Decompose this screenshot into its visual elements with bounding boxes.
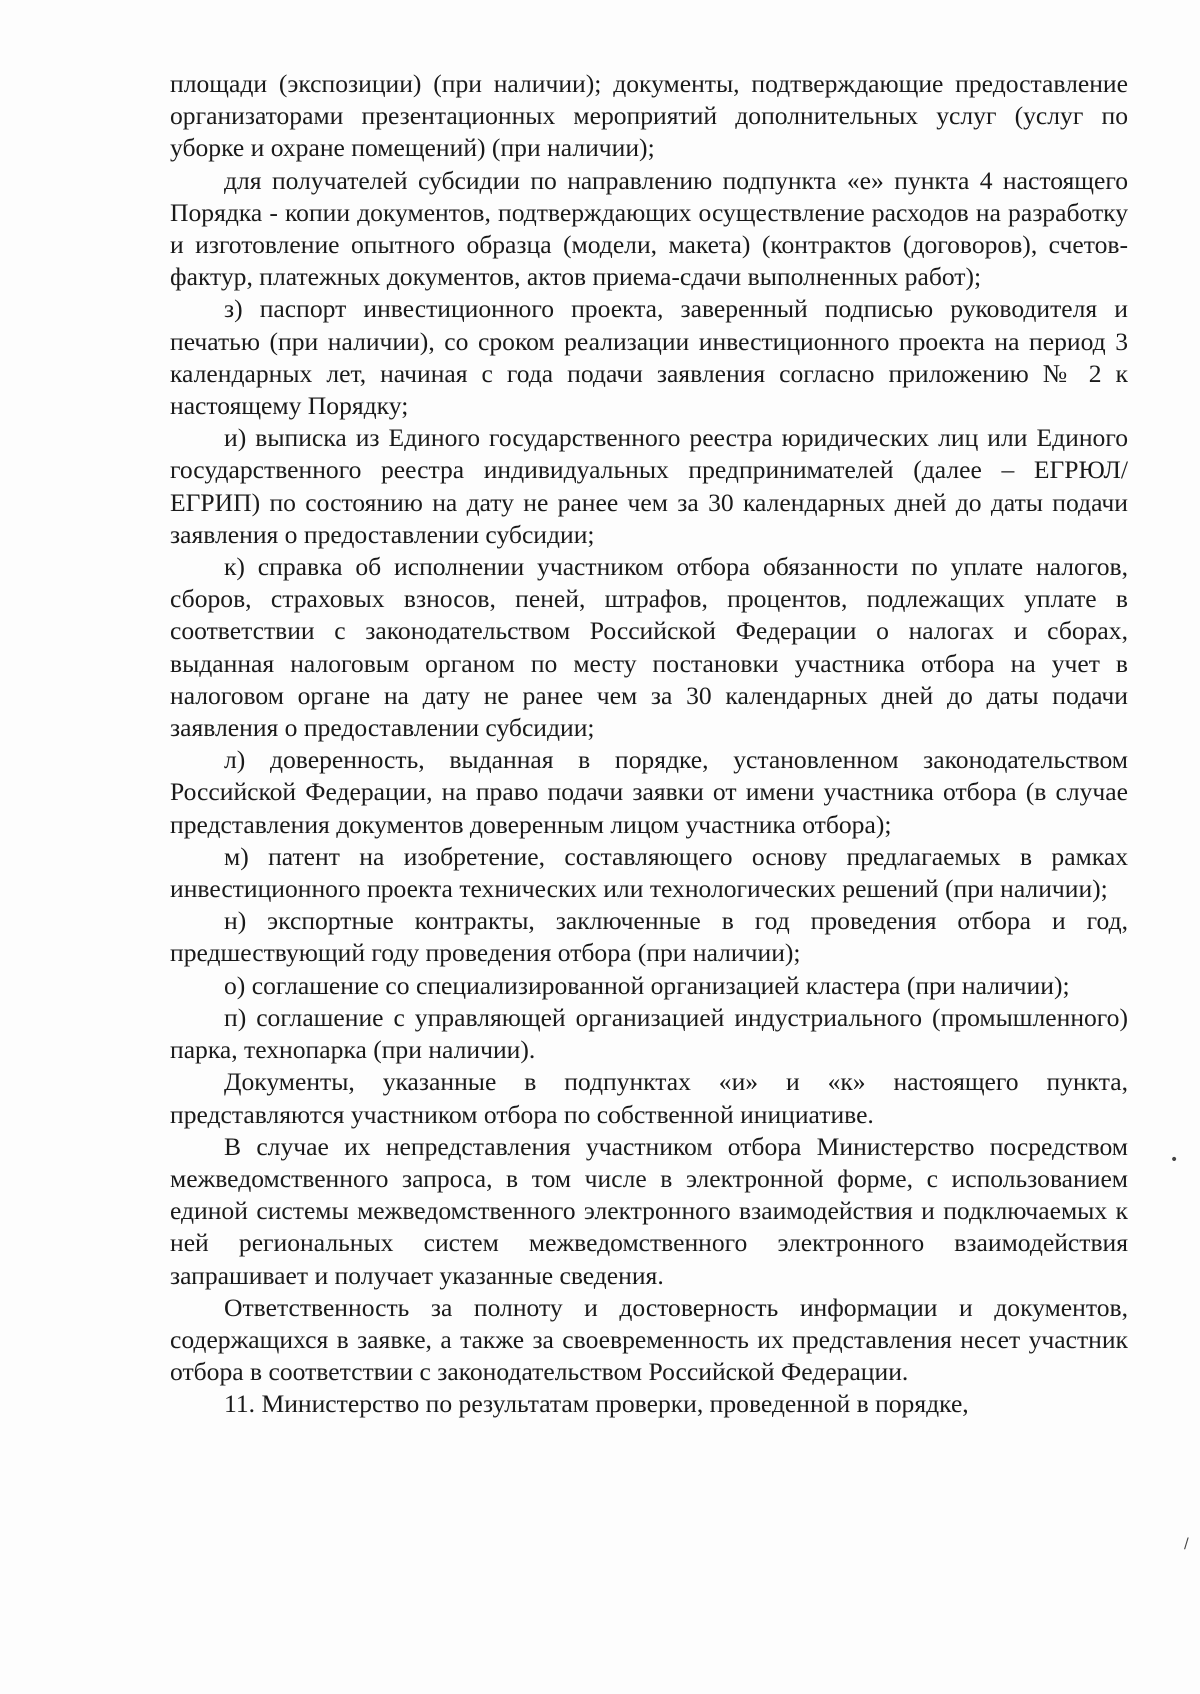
document-body <box>170 68 1128 1421</box>
paragraph-continuation: площади (экспозиции) (при наличии); документы, подтверждающие предоставление организаторами презентационных мероприятий дополнительных услуг (услуг по уборке и охране помещений) (при наличии); <box>170 69 1128 163</box>
paragraph-item-11: 11. Министерство по результатам проверки, проведенной в порядке, <box>224 1389 969 1419</box>
paragraph-n: н) экспортные контракты, заключенные в год проведения отбора и год, предшествующий году проведения отбора (при наличии); <box>170 906 1128 968</box>
paragraph-o: о) соглашение со специализированной организацией кластера (при наличии); <box>224 970 1070 1000</box>
scan-speck: / <box>1184 1536 1189 1552</box>
paragraph-i: и) выписка из Единого государственного реестра юридических лиц или Единого государственного реестра индивидуальных предпринимателей (далее – ЕГРЮЛ/ЕГРИП) по состоянию на дату не ранее чем за 30 календарных дней до даты подачи заявления о предоставлении субсидии; <box>170 423 1128 549</box>
paragraph-subsidy-e: для получателей субсидии по направлению подпункта «е» пункта 4 настоящего Порядка - копии документов, подтверждающих осуществление расходов на разработку и изготовление опытного образца (модели, макета) (контрактов (договоров), счетов-фактур, платежных документов, актов приема-сдачи выполненных работ); <box>170 165 1128 292</box>
paragraph-m: м) патент на изобретение, составляющего основу предлагаемых в рамках инвестиционного проекта технических или технологических решений (при наличии); <box>170 841 1128 904</box>
paragraph-z: з) паспорт инвестиционного проекта, заверенный подписью руководителя и печатью (при наличии), со сроком реализации инвестиционного проекта на период 3 календарных лет, начиная с года подачи заявления согласно приложению № 2 к настоящему Порядку; <box>170 294 1128 421</box>
paragraph-k: к) справка об исполнении участником отбора обязанности по уплате налогов, сборов, страховых взносов, пеней, штрафов, процентов, подлежащих уплате в соответствии с законодательством Российской Федерации о налогах и сборах, выданная налоговым органом по месту постановки участника отбора на учет в налоговом органе на дату не ранее чем за 30 календарных дней до даты подачи заявления о предоставлении субсидии; <box>170 552 1128 743</box>
paragraph-documents-note: Документы, указанные в подпунктах «и» и «к» настоящего пункта, представляются участником отбора по собственной инициативе. <box>170 1067 1128 1129</box>
paragraph-responsibility: Ответственность за полноту и достоверность информации и документов, содержащихся в заявке, а также за своевременность их представления несет участник отбора в соответствии с законодательством Российской Федерации. <box>170 1292 1128 1387</box>
paragraph-l: л) доверенность, выданная в порядке, установленном законодательством Российской Федерации, на право подачи заявки от имени участника отбора (в случае представления документов доверенным лицом участника отбора); <box>170 745 1128 839</box>
paragraph-interagency-request: В случае их непредставления участником отбора Министерство посредством межведомственного запроса, в том числе в электронной форме, с использованием единой системы межведомственного электронного взаимодействия и подключаемых к ней региональных систем межведомственного электронного взаимодействия запрашивает и получает указанные сведения. <box>170 1131 1128 1290</box>
scan-speck: • <box>1170 1152 1179 1168</box>
paragraph-p: п) соглашение с управляющей организацией индустриального (промышленного) парка, технопарка (при наличии). <box>170 1002 1128 1065</box>
